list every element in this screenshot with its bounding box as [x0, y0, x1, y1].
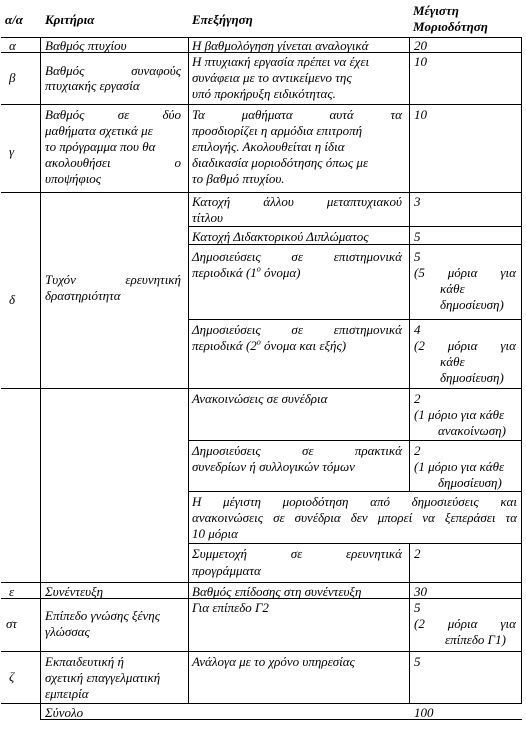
- row-f-id: στ: [6, 616, 18, 631]
- row-d2-s7-line2: προγράμματα: [192, 563, 261, 578]
- col-rule-2: [188, 37, 189, 703]
- row-d-s2-line1: Κατοχή Διδακτορικού Διπλώματος: [192, 229, 369, 244]
- row-g-criterion-line3: εμπειρία: [45, 686, 89, 701]
- rule-d2-note: [188, 543, 522, 544]
- row-d2-s5-max: 2: [414, 391, 421, 406]
- total-max: 100: [414, 705, 434, 720]
- row-c-criterion-line2: μαθήματα σχετικά με: [45, 123, 153, 138]
- row-d2-s6-note-line2: δημοσίευση): [438, 475, 502, 490]
- row-d-s1-max: 3: [414, 194, 421, 209]
- row-c-explanation-line2: προσδιορίζει η αρμόδια επιτροπή: [192, 123, 363, 138]
- col-rule-right: [521, 37, 522, 703]
- rule-row-g: [1, 703, 522, 704]
- row-e-id: ε: [9, 584, 15, 599]
- row-b-explanation-line1: Η πτυχιακή εργασία πρέπει να έχει: [192, 54, 370, 69]
- row-d-s3-note-line1: (5 μόρια για: [414, 265, 516, 280]
- rule-row-c: [1, 192, 522, 193]
- row-d2-s6-line1: Δημοσιεύσεις σε πρακτικά: [192, 443, 402, 458]
- row-d-s3-note-line3: δημοσίευση): [440, 297, 504, 312]
- rule-d-s3: [188, 319, 522, 320]
- row-d-s4-note-line1: (2 μόρια για: [414, 338, 516, 353]
- row-d2-s5-note-line1: (1 μόριο για κάθε: [414, 407, 505, 422]
- row-d2-note-line2: ανακοινώσεις σε συνέδρια δεν μπορεί να ξεπεράσει τα: [192, 510, 517, 525]
- row-c-explanation-line1: Τα μαθήματα αυτά τα: [192, 107, 402, 122]
- rule-d-s1: [188, 226, 522, 227]
- row-a-max: 20: [414, 38, 427, 53]
- row-g-explanation: Ανάλογα με το χρόνο υπηρεσίας: [192, 654, 355, 669]
- col-rule-3a: [409, 37, 410, 491]
- row-e-explanation: Βαθμός επίδοσης στη συνέντευξη: [192, 584, 362, 599]
- rule-d-s2: [188, 244, 522, 245]
- header-criteria: Κριτήρια: [45, 12, 95, 27]
- row-c-criterion-line4: ακολουθήσει ο: [45, 155, 181, 170]
- row-c-criterion-line3: το πρόγραμμα που θα: [45, 139, 156, 154]
- rule-d2-s6: [188, 491, 522, 492]
- row-c-explanation-line5: το βαθμό πτυχίου.: [192, 171, 285, 186]
- rule-row-f: [1, 651, 522, 652]
- row-c-explanation-line4: διαδικασία μοριοδότησης όπως με: [192, 155, 369, 170]
- row-d-s3-line1: Δημοσιεύσεις σε επιστημονικά: [192, 249, 402, 264]
- row-d-s4-line2-a: περιοδικά (2: [192, 338, 257, 353]
- row-d2-note-line3: 10 μόρια: [192, 526, 238, 541]
- rule-d2-s5: [188, 440, 522, 441]
- row-d-criterion-line2: δραστηριότητα: [45, 288, 121, 303]
- row-c-id: γ: [9, 144, 15, 159]
- row-e-max: 30: [414, 584, 427, 599]
- row-d2-s6-line2: συνεδρίων ή συλλογικών τόμων: [192, 459, 355, 474]
- row-d2-s7-max: 2: [414, 546, 421, 561]
- row-d-s1-line1: Κατοχή άλλου μεταπτυχιακού: [192, 194, 402, 209]
- row-d-s4-line1: Δημοσιεύσεις σε επιστημονικά: [192, 322, 402, 337]
- row-d-s3-sup: ο: [256, 264, 261, 274]
- header-num: α/α: [5, 12, 23, 27]
- row-d2-s5-line1: Ανακοινώσεις σε συνέδρια: [192, 391, 328, 406]
- row-a-explanation: Η βαθμολόγηση γίνεται αναλογικά: [192, 38, 369, 53]
- rule-row-b: [1, 104, 522, 105]
- rule-row-d2: [1, 582, 522, 583]
- row-g-criterion-line1: Εκπαιδευτική ή: [45, 654, 124, 669]
- row-b-max: 10: [414, 54, 427, 69]
- row-d-s3-note-line2: κάθε: [440, 281, 465, 296]
- row-f-explanation: Για επίπεδο Γ2: [192, 600, 269, 615]
- header-explanation: Επεξήγηση: [192, 12, 253, 27]
- total-label: Σύνολο: [45, 705, 84, 720]
- row-d-s3-max: 5: [414, 249, 421, 264]
- row-d-s3-line2: [192, 265, 301, 280]
- col-rule-1: [40, 37, 41, 719]
- row-d-s4-max: 4: [414, 322, 421, 337]
- row-d-s4-line2: [192, 338, 346, 353]
- col-rule-3b: [409, 543, 410, 703]
- row-d-s2-max: 5: [414, 229, 421, 244]
- header-max-line2: Μοριοδότηση: [413, 19, 488, 34]
- row-d2-note-line1: Η μέγιστη μοριοδότηση από δημοσιεύσεις και: [192, 494, 517, 509]
- row-c-max: 10: [414, 107, 427, 122]
- row-b-id: β: [9, 70, 16, 85]
- row-d-s4-line2-b: όνομα και εξής): [260, 338, 347, 353]
- row-b-explanation-line3: υπό προκήρυξη ειδικότητας.: [192, 86, 336, 101]
- row-d-id: δ: [9, 292, 16, 307]
- row-d-criterion-line1: Τυχόν ερευνητική: [45, 272, 181, 287]
- row-d-s3-line2-a: περιοδικά (1: [192, 265, 257, 280]
- row-d2-s5-note-line2: ανακοίνωση): [438, 423, 506, 438]
- row-a-id: α: [9, 38, 16, 53]
- row-c-explanation-line3: επιλογής. Ακολουθείται η ίδια: [192, 139, 345, 154]
- row-d2-s6-max: 2: [414, 443, 421, 458]
- row-c-criterion-line1: Βαθμός σε δύο: [45, 107, 181, 122]
- row-f-max: 5: [414, 600, 421, 615]
- row-g-max: 5: [414, 654, 421, 669]
- row-g-id: ζ: [9, 669, 15, 684]
- row-b-explanation-line2: συνάφεια με το αντικείμενο της: [192, 70, 352, 85]
- row-e-criterion: Συνέντευξη: [45, 584, 104, 599]
- row-f-note-line1: (2 μόρια για: [414, 616, 516, 631]
- row-b-criterion-line1: Βαθμός συναφούς: [45, 63, 181, 78]
- rule-row-d: [1, 388, 522, 389]
- row-d-s1-line2: τίτλου: [192, 210, 224, 225]
- row-b-criterion-line2: πτυχιακής εργασία: [45, 78, 140, 93]
- row-f-criterion-line2: γλώσσας: [45, 624, 90, 639]
- row-g-criterion-line2: σχετική επαγγελματική: [45, 670, 161, 685]
- row-f-criterion-line1: Επίπεδο γνώσης ξένης: [45, 608, 161, 623]
- row-f-note-line2: επίπεδο Γ1): [445, 632, 506, 647]
- row-d-s4-note-line3: δημοσίευση): [440, 370, 504, 385]
- row-d2-s6-note-line1: (1 μόριο για κάθε: [414, 459, 505, 474]
- row-d2-s7-line1: Συμμετοχή σε ερευνητικά: [192, 546, 402, 561]
- row-c-criterion-line5: υποψήφιος: [45, 171, 102, 186]
- row-d-s4-note-line2: κάθε: [440, 354, 465, 369]
- rule-total: [40, 719, 522, 720]
- row-d-s4-sup: ο: [256, 337, 261, 347]
- row-d-s3-line2-b: όνομα): [260, 265, 301, 280]
- row-a-criterion: Βαθμός πτυχίου: [45, 38, 127, 53]
- header-max-line1: Μέγιστη: [413, 3, 459, 18]
